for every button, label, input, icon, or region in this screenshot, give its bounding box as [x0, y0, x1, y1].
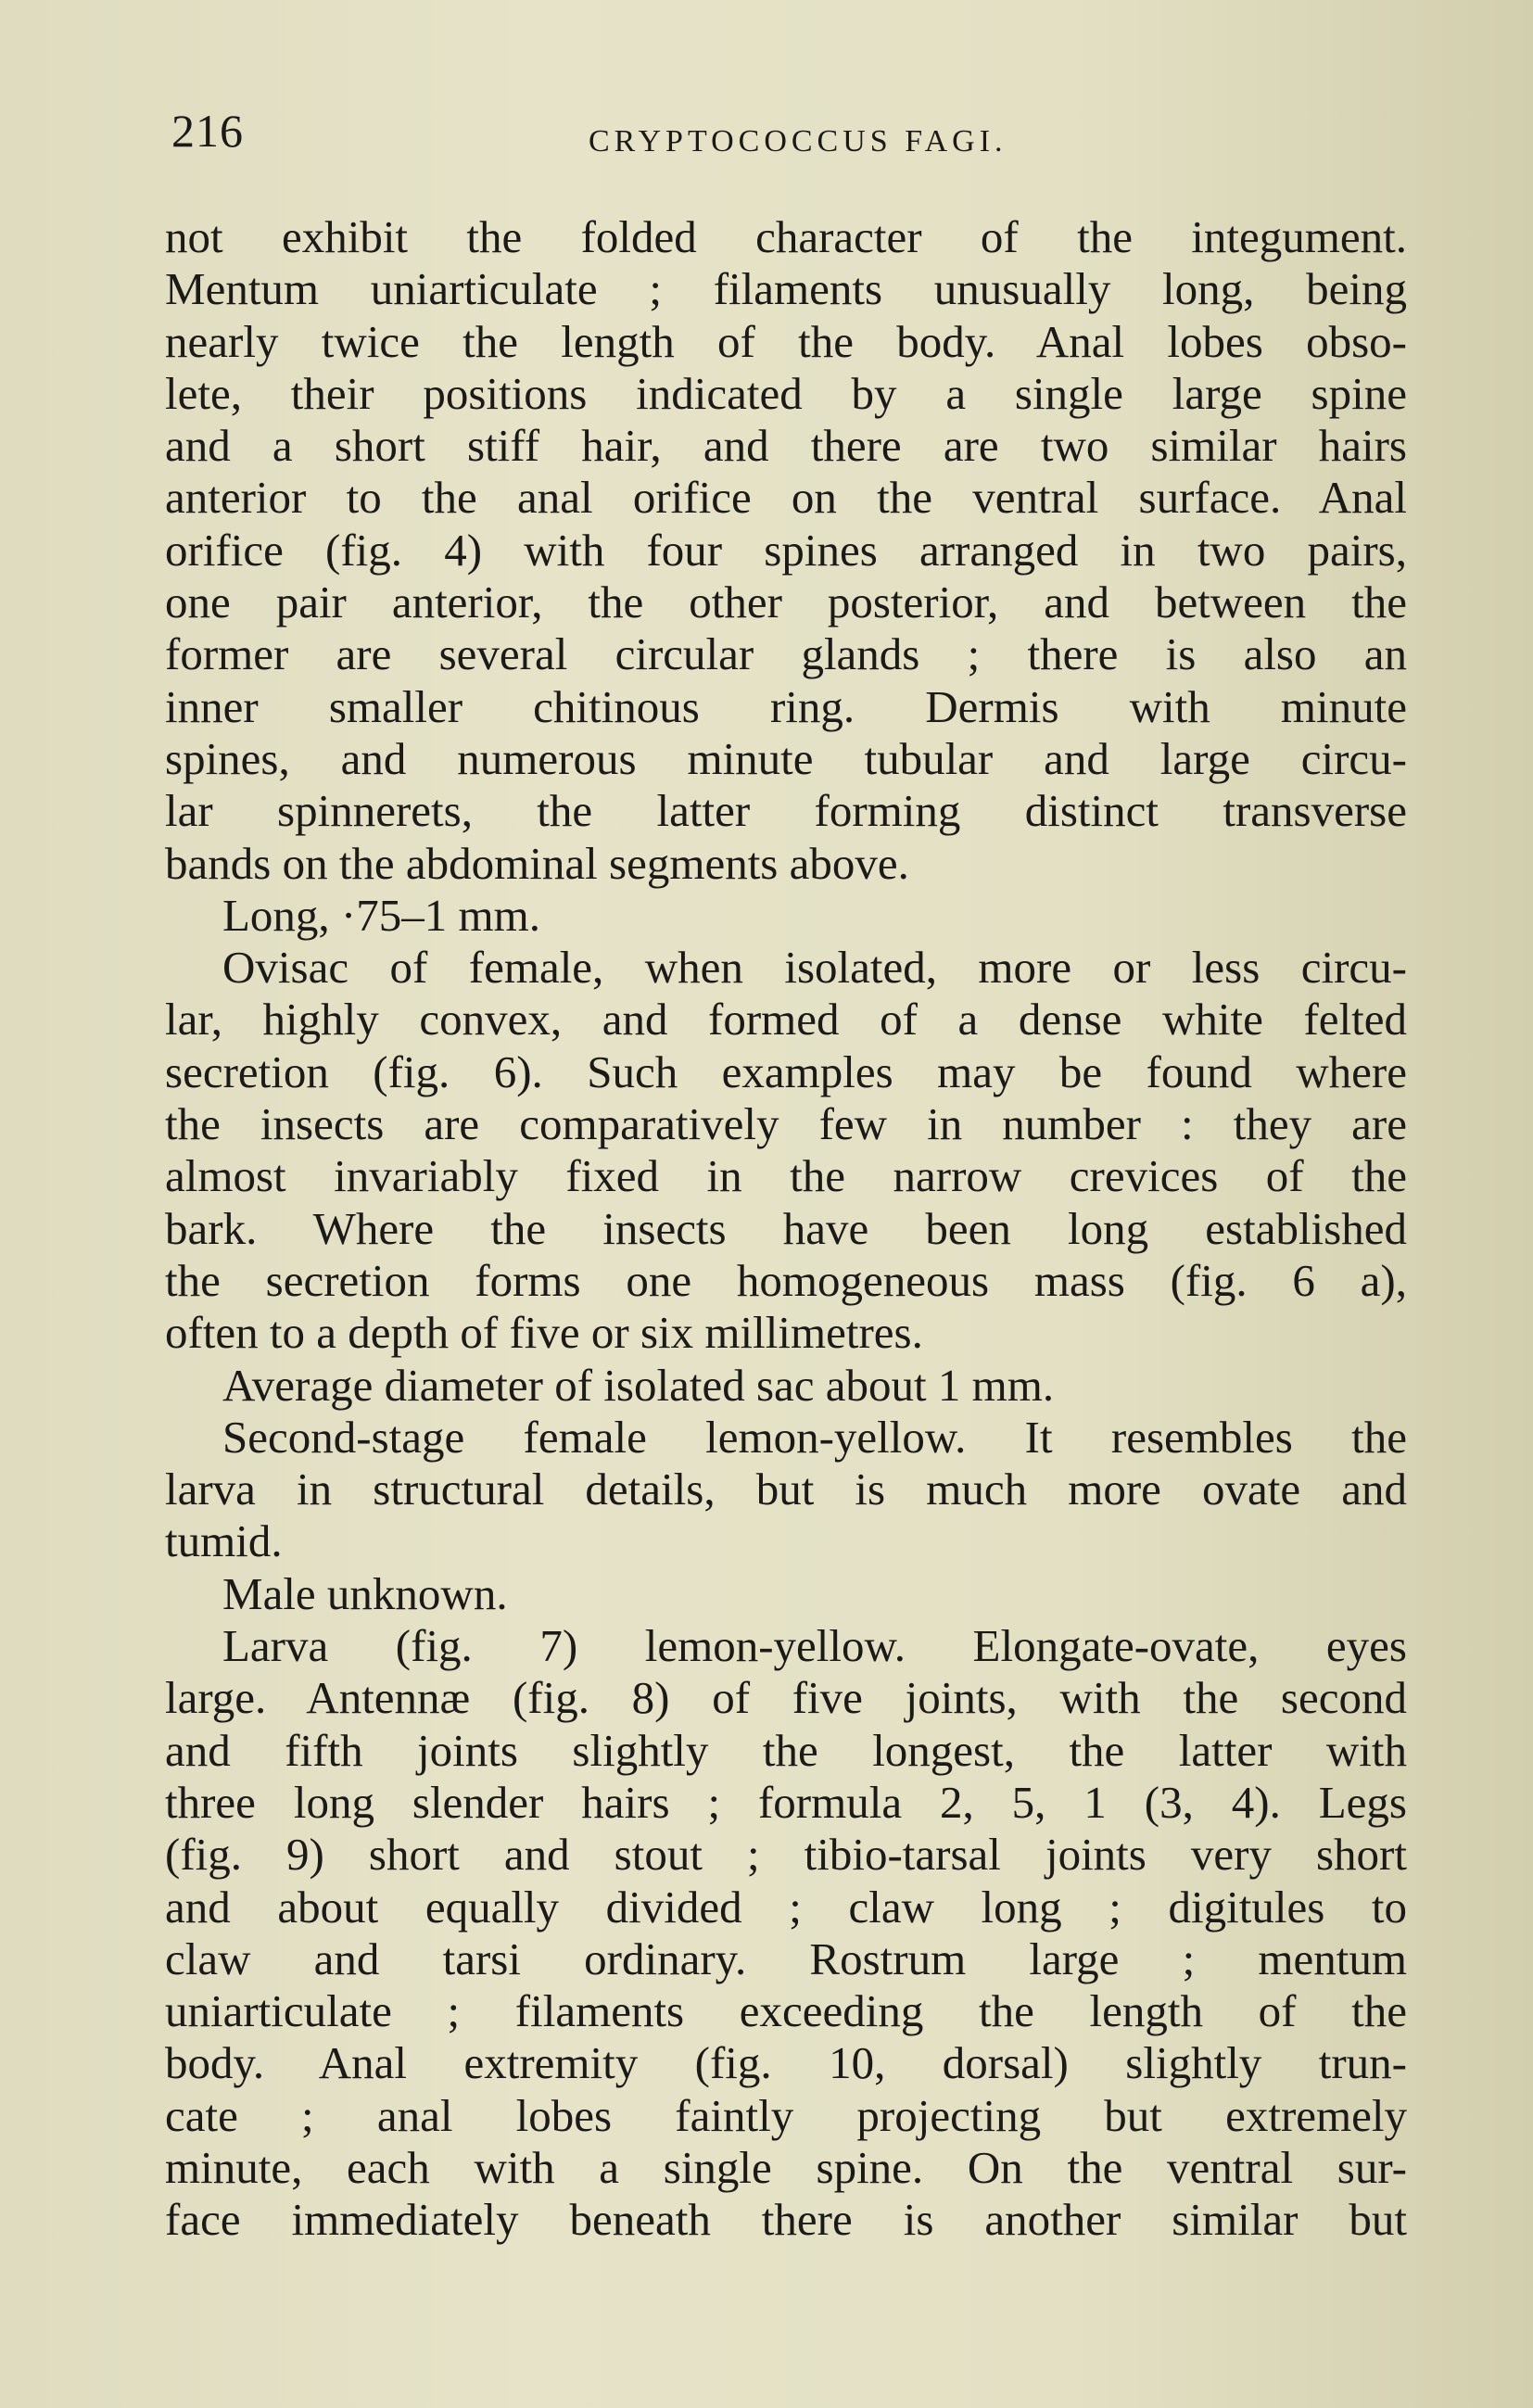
text-line: nearly twice the length of the body. Anal lobes obso-	[165, 315, 1407, 367]
body-text	[165, 211, 1407, 2247]
text-line: and about equally divided ; claw long ; digitules to	[165, 1881, 1407, 1933]
text-line: orifice (fig. 4) with four spines arranged in two pairs,	[165, 524, 1407, 576]
text-line: almost invariably fixed in the narrow crevices of the	[165, 1150, 1407, 1202]
text-line: larva in structural details, but is much more ovate and	[165, 1464, 1407, 1515]
text-line: not exhibit the folded character of the integument.	[165, 211, 1407, 262]
text-line: former are several circular glands ; there is also an	[165, 628, 1407, 680]
text-line: and a short stiff hair, and there are two similar hairs	[165, 420, 1407, 472]
text-line: lar spinnerets, the latter forming distinct transverse	[165, 785, 1407, 837]
text-line: face immediately beneath there is another similar but	[165, 2194, 1407, 2246]
running-title: CRYPTOCOCCUS FAGI.	[589, 124, 1007, 158]
text-line: secretion (fig. 6). Such examples may be found where	[165, 1046, 1407, 1097]
text-line: inner smaller chitinous ring. Dermis with minute	[165, 680, 1407, 732]
text-line: one pair anterior, the other posterior, and between the	[165, 577, 1407, 628]
text-line: Long, ·75–1 mm.	[222, 889, 540, 941]
text-line: (fig. 9) short and stout ; tibio-tarsal joints very short	[165, 1829, 1407, 1881]
text-line: Male unknown.	[222, 1567, 508, 1619]
page-number: 216	[171, 105, 244, 157]
text-line: tumid.	[165, 1515, 283, 1567]
running-head	[171, 104, 1413, 169]
text-line: the secretion forms one homogeneous mass (fig. 6 a),	[165, 1254, 1407, 1306]
text-line: lete, their positions indicated by a single large spine	[165, 367, 1407, 419]
text-line: often to a depth of five or six millimetres.	[165, 1307, 923, 1359]
text-line: spines, and numerous minute tubular and large circu-	[165, 732, 1407, 784]
text-line: Average diameter of isolated sac about 1 mm.	[222, 1359, 1055, 1411]
text-line: uniarticulate ; filaments exceeding the length of the	[165, 1985, 1407, 2037]
text-line: the insects are comparatively few in number : they are	[165, 1098, 1407, 1150]
text-line: anterior to the anal orifice on the ventral surface. Anal	[165, 472, 1407, 524]
text-line: cate ; anal lobes faintly projecting but extremely	[165, 2089, 1407, 2141]
text-line: bands on the abdominal segments above.	[165, 837, 909, 889]
text-line: bark. Where the insects have been long established	[165, 1202, 1407, 1254]
text-line: Larva (fig. 7) lemon-yellow. Elongate-ovate, eyes	[222, 1620, 1407, 1672]
text-line: Second-stage female lemon-yellow. It resembles the	[222, 1411, 1407, 1463]
text-line: and fifth joints slightly the longest, the latter with	[165, 1724, 1407, 1776]
text-line: three long slender hairs ; formula 2, 5, 1 (3, 4). Legs	[165, 1776, 1407, 1828]
text-line: minute, each with a single spine. On the ventral sur-	[165, 2141, 1407, 2193]
text-line: Ovisac of female, when isolated, more or less circu-	[222, 942, 1407, 994]
text-line: lar, highly convex, and formed of a dense white felted	[165, 994, 1407, 1046]
text-line: Mentum uniarticulate ; filaments unusually long, being	[165, 263, 1407, 315]
text-line: body. Anal extremity (fig. 10, dorsal) slightly trun-	[165, 2037, 1407, 2089]
text-line: large. Antennæ (fig. 8) of five joints, with the second	[165, 1672, 1407, 1724]
text-line: claw and tarsi ordinary. Rostrum large ; mentum	[165, 1933, 1407, 1984]
